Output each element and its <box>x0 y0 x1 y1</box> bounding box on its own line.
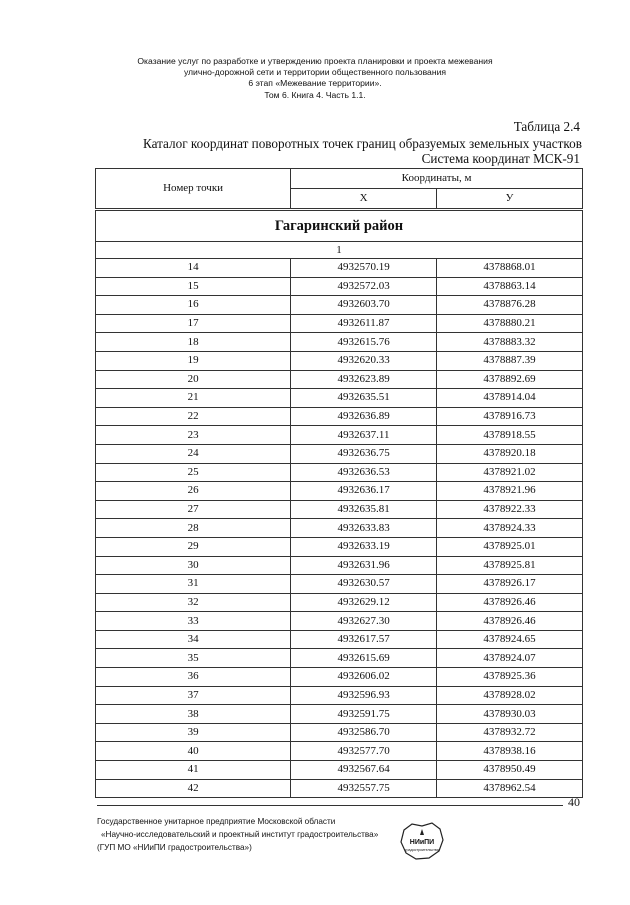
x-coordinate-cell: 4932591.75 <box>291 705 437 724</box>
x-coordinate-cell: 4932615.69 <box>291 649 437 668</box>
x-coordinate-cell: 4932630.57 <box>291 575 437 594</box>
x-coordinate-cell: 4932633.83 <box>291 519 437 538</box>
point-number-cell: 42 <box>96 779 291 798</box>
table-caption: Каталог координат поворотных точек границ образуемых земельных участков <box>143 136 582 151</box>
x-coordinate-cell: 4932636.17 <box>291 482 437 501</box>
table-row <box>96 537 583 556</box>
footer-line-3: (ГУП МО «НИиПИ градостроительства») <box>97 843 252 852</box>
point-number-cell: 23 <box>96 426 291 445</box>
point-number-cell: 21 <box>96 389 291 408</box>
y-coordinate-cell: 4378932.72 <box>437 723 583 742</box>
x-coordinate-cell: 4932629.12 <box>291 593 437 612</box>
y-coordinate-cell: 4378868.01 <box>437 259 583 278</box>
point-number-cell: 20 <box>96 370 291 389</box>
table-row <box>96 259 583 278</box>
y-coordinate-cell: 4378930.03 <box>437 705 583 724</box>
point-number-cell: 17 <box>96 314 291 333</box>
header-line-1: Оказание услуг по разработке и утверждению проекта планировки и проекта межевания <box>137 56 493 66</box>
y-coordinate-cell: 4378925.01 <box>437 537 583 556</box>
x-coordinate-cell: 4932567.64 <box>291 761 437 780</box>
table-row <box>96 277 583 296</box>
table-row <box>96 296 583 315</box>
part-number: 1 <box>96 242 583 259</box>
table-row <box>96 426 583 445</box>
x-coordinate-cell: 4932615.76 <box>291 333 437 352</box>
header-line-4: Том 6. Книга 4. Часть 1.1. <box>264 89 366 100</box>
coordinates-table <box>95 168 583 798</box>
point-number-cell: 30 <box>96 556 291 575</box>
point-number-cell: 37 <box>96 686 291 705</box>
table-row <box>96 370 583 389</box>
table-row <box>96 723 583 742</box>
point-number-cell: 35 <box>96 649 291 668</box>
y-coordinate-cell: 4378920.18 <box>437 444 583 463</box>
y-coordinate-cell: 4378926.46 <box>437 593 583 612</box>
point-number-cell: 28 <box>96 519 291 538</box>
y-coordinate-cell: 4378938.16 <box>437 742 583 761</box>
document-header <box>0 56 630 101</box>
x-coordinate-cell: 4932570.19 <box>291 259 437 278</box>
table-row <box>96 500 583 519</box>
part-row <box>96 242 583 259</box>
point-number-cell: 34 <box>96 630 291 649</box>
table-row <box>96 444 583 463</box>
point-number-cell: 40 <box>96 742 291 761</box>
table-row <box>96 482 583 501</box>
x-coordinate-cell: 4932635.81 <box>291 500 437 519</box>
document-footer <box>97 815 378 854</box>
y-coordinate-cell: 4378921.96 <box>437 482 583 501</box>
point-number-cell: 26 <box>96 482 291 501</box>
footer-divider <box>97 805 563 806</box>
y-coordinate-cell: 4378928.02 <box>437 686 583 705</box>
x-coordinate-cell: 4932631.96 <box>291 556 437 575</box>
x-coordinate-cell: 4932586.70 <box>291 723 437 742</box>
coordinate-system: Система координат МСК-91 <box>421 151 580 166</box>
institute-logo <box>398 820 446 862</box>
table-row <box>96 742 583 761</box>
y-coordinate-cell: 4378918.55 <box>437 426 583 445</box>
table-row <box>96 463 583 482</box>
table-row <box>96 779 583 798</box>
point-number-cell: 32 <box>96 593 291 612</box>
y-coordinate-cell: 4378950.49 <box>437 761 583 780</box>
table-row <box>96 612 583 631</box>
x-coordinate-cell: 4932623.89 <box>291 370 437 389</box>
table-row <box>96 314 583 333</box>
point-number-cell: 41 <box>96 761 291 780</box>
column-header-y: У <box>437 189 583 210</box>
table-row <box>96 649 583 668</box>
x-coordinate-cell: 4932611.87 <box>291 314 437 333</box>
table-row <box>96 556 583 575</box>
table-row <box>96 575 583 594</box>
district-name: Гагаринский район <box>96 210 583 242</box>
footer-line-1: Государственное унитарное предприятие Московской области <box>97 817 336 826</box>
y-coordinate-cell: 4378926.17 <box>437 575 583 594</box>
x-coordinate-cell: 4932636.53 <box>291 463 437 482</box>
point-number-cell: 27 <box>96 500 291 519</box>
x-coordinate-cell: 4932596.93 <box>291 686 437 705</box>
table-row <box>96 705 583 724</box>
x-coordinate-cell: 4932627.30 <box>291 612 437 631</box>
footer-line-2: «Научно-исследовательский и проектный институт градостроительства» <box>101 830 379 839</box>
logo-text: НИиПИ <box>409 839 435 846</box>
y-coordinate-cell: 4378914.04 <box>437 389 583 408</box>
y-coordinate-cell: 4378876.28 <box>437 296 583 315</box>
header-line-3: 6 этап «Межевание территории». <box>248 78 382 89</box>
point-number-cell: 31 <box>96 575 291 594</box>
y-coordinate-cell: 4378922.33 <box>437 500 583 519</box>
x-coordinate-cell: 4932603.70 <box>291 296 437 315</box>
point-number-cell: 19 <box>96 351 291 370</box>
y-coordinate-cell: 4378924.33 <box>437 519 583 538</box>
table-row <box>96 333 583 352</box>
table-row <box>96 761 583 780</box>
table-row <box>96 407 583 426</box>
x-coordinate-cell: 4932606.02 <box>291 668 437 687</box>
table-row <box>96 630 583 649</box>
point-number-cell: 38 <box>96 705 291 724</box>
table-row <box>96 351 583 370</box>
point-number-cell: 15 <box>96 277 291 296</box>
table-number: Таблица 2.4 <box>513 119 580 134</box>
point-number-cell: 25 <box>96 463 291 482</box>
x-coordinate-cell: 4932617.57 <box>291 630 437 649</box>
y-coordinate-cell: 4378880.21 <box>437 314 583 333</box>
point-number-cell: 39 <box>96 723 291 742</box>
x-coordinate-cell: 4932577.70 <box>291 742 437 761</box>
column-header-x: X <box>291 189 437 210</box>
table-row <box>96 686 583 705</box>
x-coordinate-cell: 4932633.19 <box>291 537 437 556</box>
point-number-cell: 24 <box>96 444 291 463</box>
page-number: 40 <box>568 795 580 809</box>
x-coordinate-cell: 4932636.75 <box>291 444 437 463</box>
column-header-coords: Координаты, м <box>291 169 583 189</box>
y-coordinate-cell: 4378892.69 <box>437 370 583 389</box>
logo-subtext: градостроительства <box>405 848 439 852</box>
district-row <box>96 210 583 242</box>
y-coordinate-cell: 4378962.54 <box>437 779 583 798</box>
column-header-point: Номер точки <box>96 169 291 210</box>
x-coordinate-cell: 4932636.89 <box>291 407 437 426</box>
x-coordinate-cell: 4932635.51 <box>291 389 437 408</box>
point-number-cell: 14 <box>96 259 291 278</box>
x-coordinate-cell: 4932572.03 <box>291 277 437 296</box>
header-row <box>96 169 583 189</box>
x-coordinate-cell: 4932557.75 <box>291 779 437 798</box>
point-number-cell: 16 <box>96 296 291 315</box>
table-row <box>96 519 583 538</box>
y-coordinate-cell: 4378925.36 <box>437 668 583 687</box>
point-number-cell: 36 <box>96 668 291 687</box>
y-coordinate-cell: 4378863.14 <box>437 277 583 296</box>
point-number-cell: 33 <box>96 612 291 631</box>
y-coordinate-cell: 4378887.39 <box>437 351 583 370</box>
point-number-cell: 18 <box>96 333 291 352</box>
y-coordinate-cell: 4378883.32 <box>437 333 583 352</box>
y-coordinate-cell: 4378916.73 <box>437 407 583 426</box>
y-coordinate-cell: 4378924.65 <box>437 630 583 649</box>
point-number-cell: 22 <box>96 407 291 426</box>
table-row <box>96 389 583 408</box>
x-coordinate-cell: 4932637.11 <box>291 426 437 445</box>
y-coordinate-cell: 4378926.46 <box>437 612 583 631</box>
table-row <box>96 593 583 612</box>
y-coordinate-cell: 4378924.07 <box>437 649 583 668</box>
y-coordinate-cell: 4378921.02 <box>437 463 583 482</box>
y-coordinate-cell: 4378925.81 <box>437 556 583 575</box>
x-coordinate-cell: 4932620.33 <box>291 351 437 370</box>
table-row <box>96 668 583 687</box>
header-line-2: улично-дорожной сети и территории общественного пользования <box>183 67 447 78</box>
point-number-cell: 29 <box>96 537 291 556</box>
